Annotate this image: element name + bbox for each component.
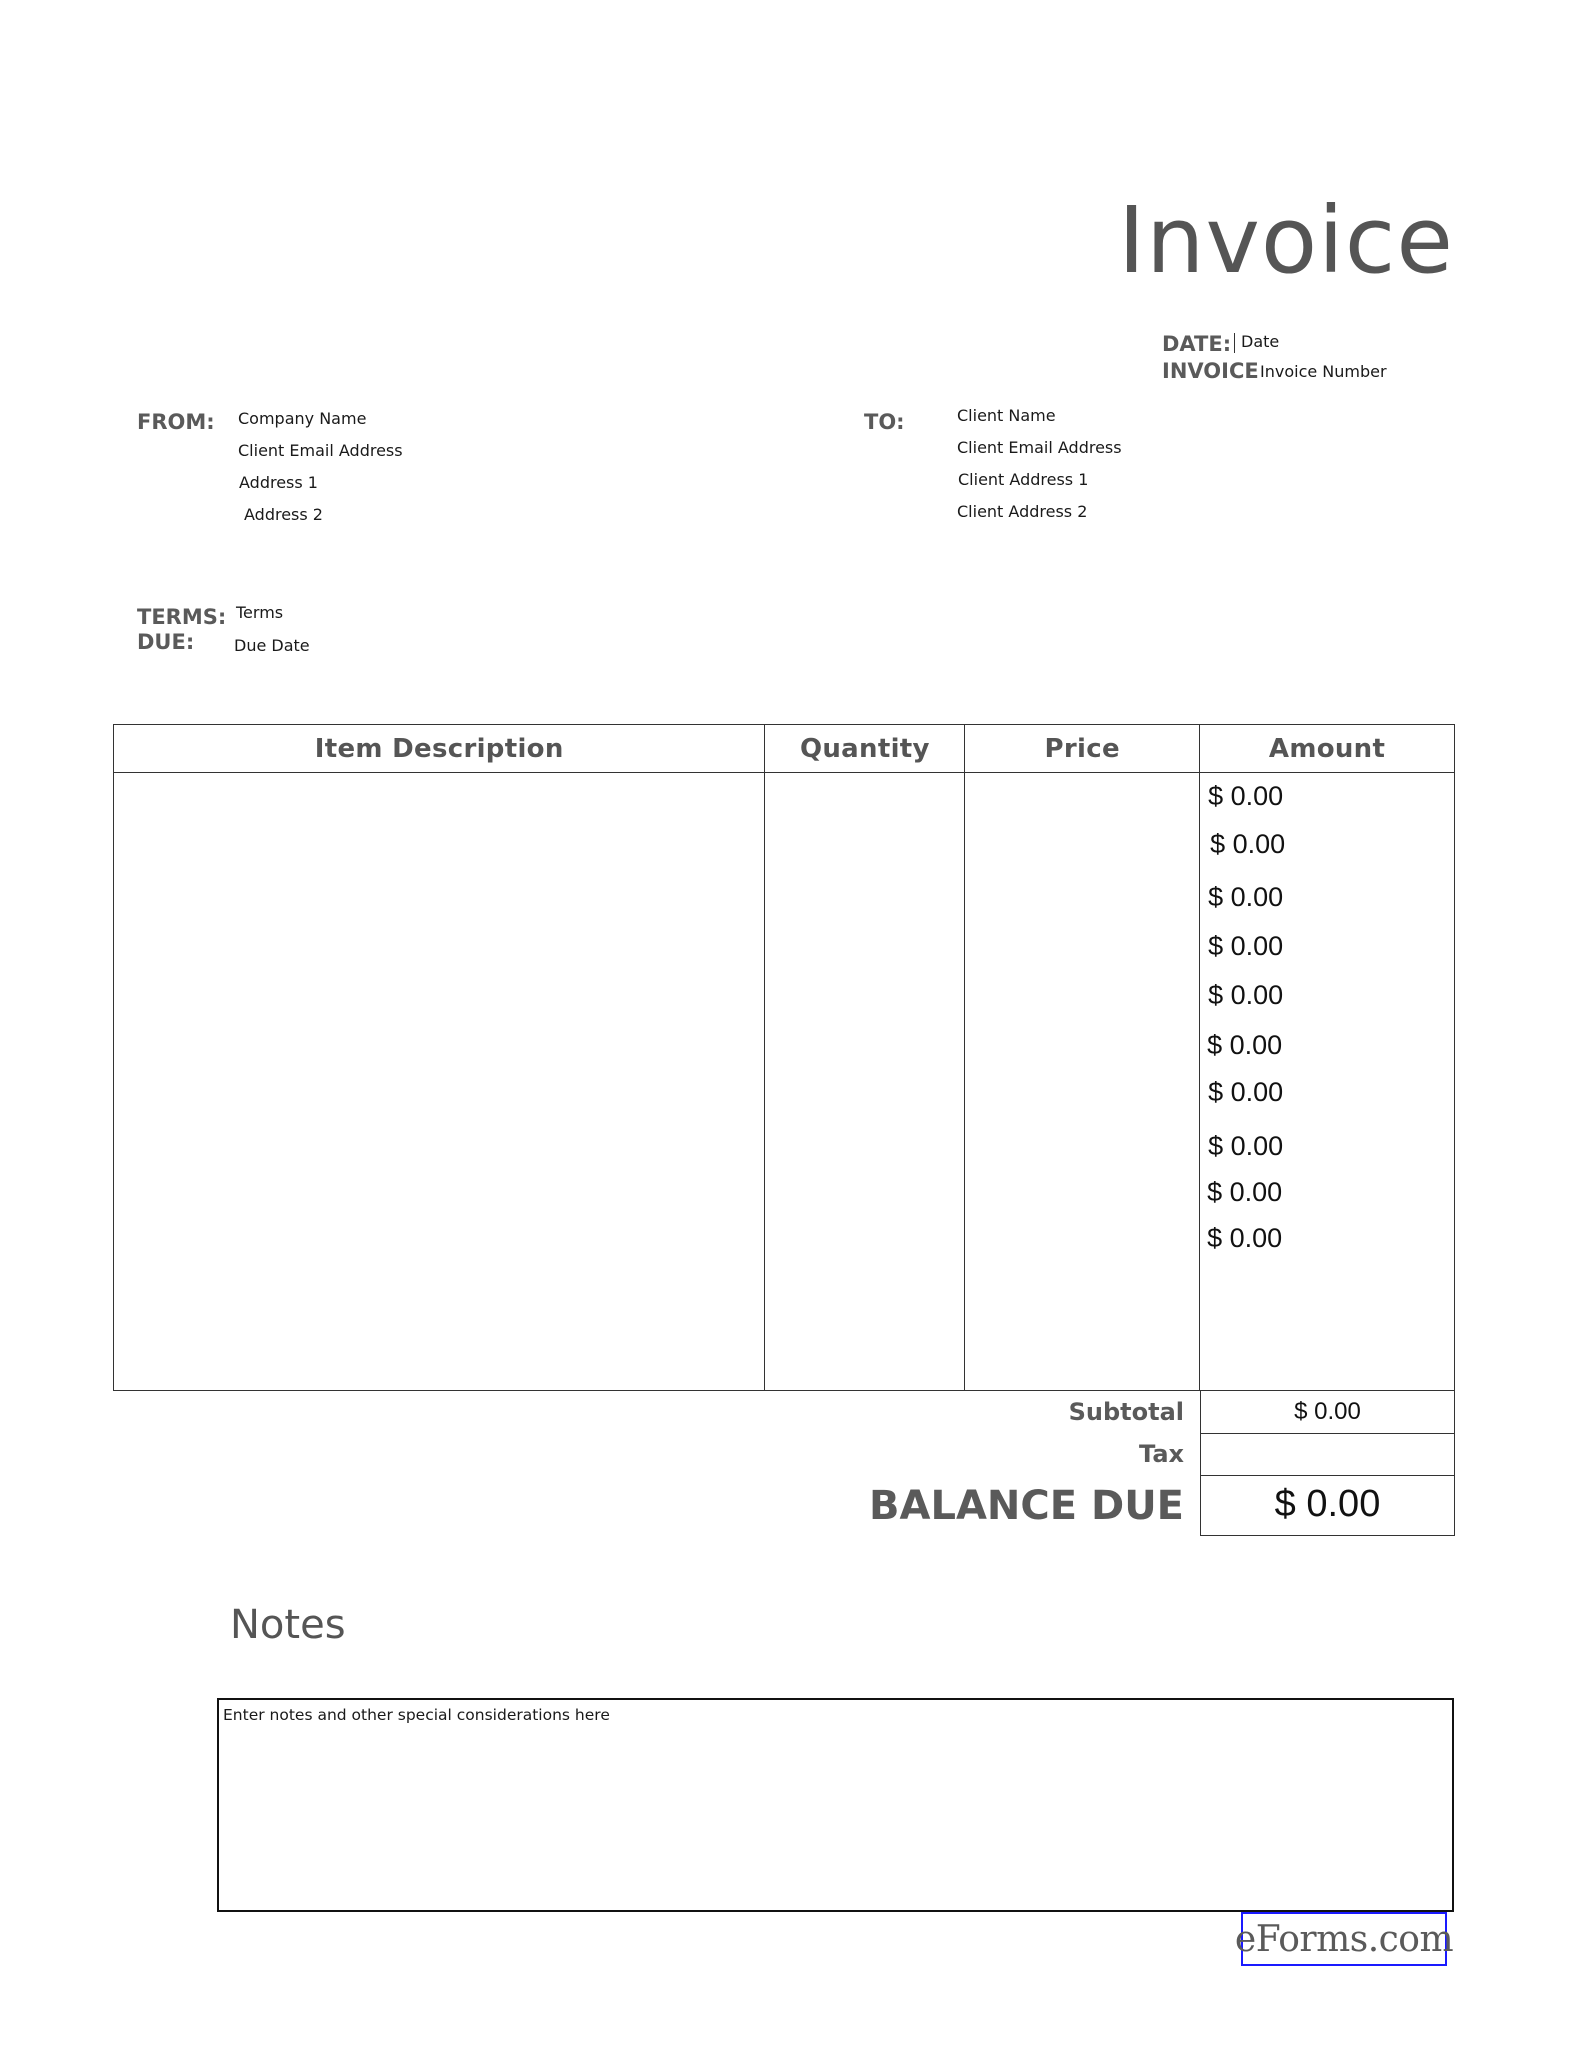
terms-label: TERMS:: [137, 605, 227, 629]
table-body-row: [114, 773, 1455, 1391]
balance-due-field: $ 0.00: [1200, 1474, 1455, 1536]
from-email-field[interactable]: Client Email Address: [238, 441, 403, 460]
from-address1-field[interactable]: Address 1: [239, 473, 318, 492]
amount-value: $ 0.00: [1207, 1223, 1283, 1253]
subtotal-field: $ 0.00: [1200, 1390, 1455, 1434]
price-cell[interactable]: [965, 773, 1200, 1391]
to-address1-field[interactable]: Client Address 1: [958, 470, 1089, 489]
due-date-field[interactable]: Due Date: [234, 636, 310, 655]
amount-value: $ 0.00: [1208, 882, 1284, 912]
subtotal-label: Subtotal: [1068, 1398, 1184, 1426]
amount-value: $ 0.00: [1210, 829, 1286, 859]
item-description-cell[interactable]: [114, 773, 765, 1391]
invoice-number-label: INVOICE: [1162, 359, 1259, 383]
amount-value: $ 0.00: [1208, 781, 1284, 811]
balance-due-label: BALANCE DUE: [869, 1483, 1184, 1529]
to-client-name-field[interactable]: Client Name: [957, 406, 1056, 425]
from-address2-field[interactable]: Address 2: [244, 505, 323, 524]
due-label: DUE:: [137, 630, 195, 654]
text-cursor: [1234, 333, 1235, 353]
from-company-name-field[interactable]: Company Name: [238, 409, 367, 428]
quantity-cell[interactable]: [765, 773, 965, 1391]
column-header-price: Price: [965, 725, 1200, 773]
to-label: TO:: [864, 410, 905, 434]
table-header-row: [114, 725, 1455, 773]
amount-value: $ 0.00: [1208, 1077, 1284, 1107]
amount-value: $ 0.00: [1207, 1177, 1283, 1207]
amount-cell: [1200, 773, 1455, 1391]
amount-value: $ 0.00: [1208, 931, 1284, 961]
to-email-field[interactable]: Client Email Address: [957, 438, 1122, 457]
column-header-quantity: Quantity: [765, 725, 965, 773]
date-field[interactable]: Date: [1241, 332, 1280, 351]
amount-value: $ 0.00: [1208, 1131, 1284, 1161]
amount-list: [1200, 773, 1454, 1390]
to-address2-field[interactable]: Client Address 2: [957, 502, 1088, 521]
terms-field[interactable]: Terms: [236, 603, 284, 622]
eforms-brand-link[interactable]: eForms.com: [1241, 1912, 1447, 1966]
line-items-table: [113, 724, 1455, 1391]
tax-label: Tax: [1139, 1440, 1184, 1468]
from-label: FROM:: [137, 410, 215, 434]
tax-field[interactable]: [1200, 1432, 1455, 1476]
column-header-item-description: Item Description: [114, 725, 765, 773]
invoice-number-field[interactable]: Invoice Number: [1260, 362, 1387, 381]
notes-textarea[interactable]: Enter notes and other special considerations here: [217, 1698, 1454, 1912]
amount-value: $ 0.00: [1208, 980, 1284, 1010]
amount-value: $ 0.00: [1207, 1030, 1283, 1060]
notes-title: Notes: [230, 1602, 346, 1648]
invoice-title: Invoice: [1118, 187, 1454, 294]
date-label: DATE:: [1162, 332, 1232, 356]
column-header-amount: Amount: [1200, 725, 1455, 773]
